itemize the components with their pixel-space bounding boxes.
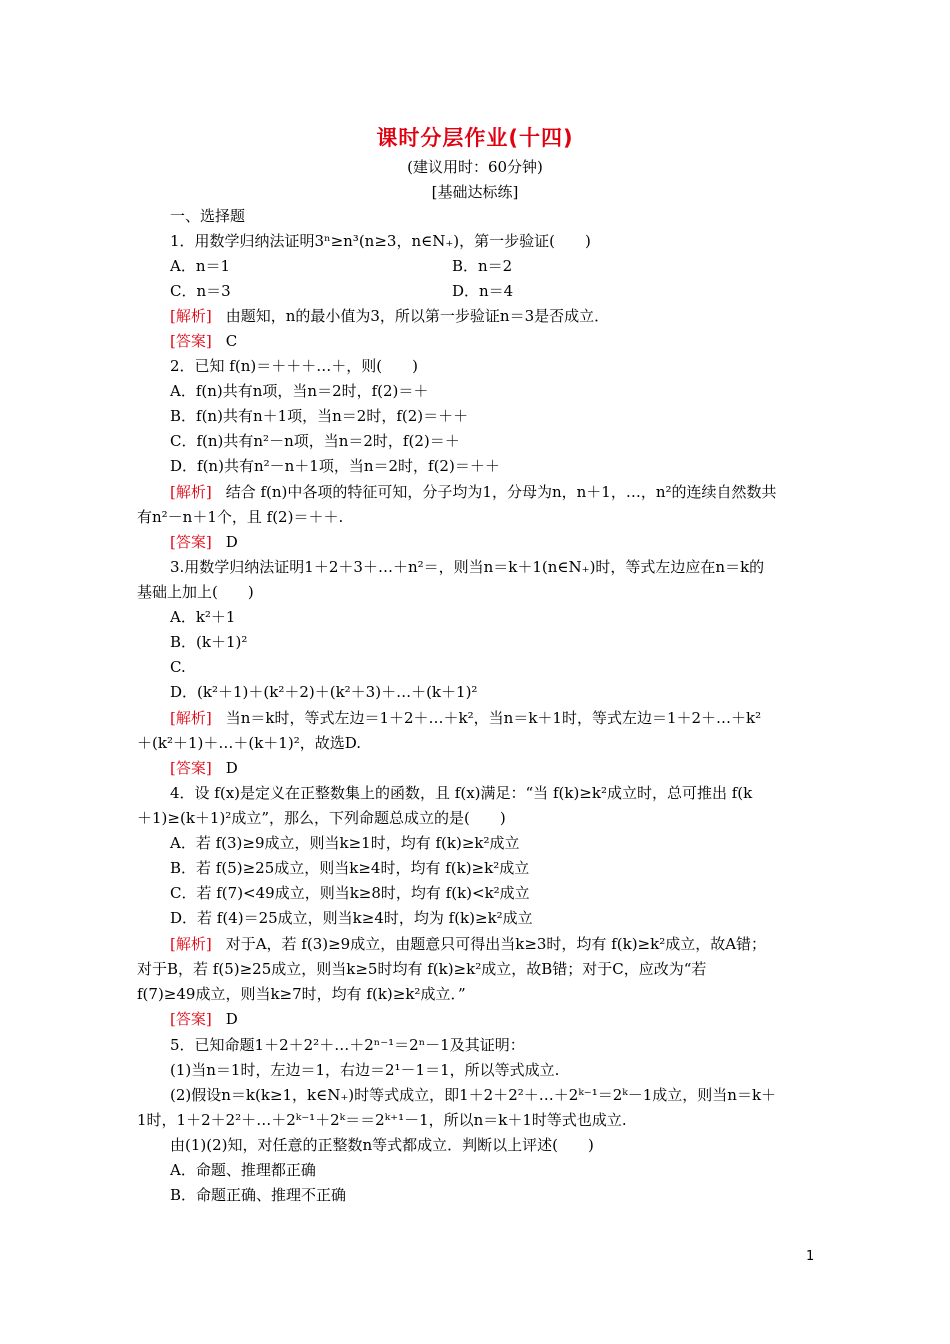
text-line	[170, 882, 530, 904]
line-text: 由(1)(2)知，对任意的正整数n等式都成立．判断以上评述( )	[170, 1136, 594, 1154]
text-line	[170, 1134, 594, 1156]
text-line	[137, 983, 466, 1005]
text-line	[170, 656, 186, 678]
line-text: 3.用数学归纳法证明1＋2＋3＋…＋n²＝，则当n＝k＋1(n∈N₊)时，等式左边应在n＝k的	[170, 558, 765, 576]
line-text: C.	[170, 658, 186, 676]
text-line	[170, 1008, 238, 1030]
answer-tag: [解析]	[170, 935, 212, 953]
text-line	[137, 506, 343, 528]
text-line	[170, 455, 500, 477]
line-text: 对于A，若 f(3)≥9成立，由题意只可得出当k≥3时，均有 f(k)≥k²成立，故A错；	[225, 935, 767, 953]
line-text: (2)假设n＝k(k≥1，k∈N₊)时等式成立，即1＋2＋2²＋…＋2ᵏ⁻¹＝2ᵏ－1成立，则当n＝k＋	[170, 1086, 777, 1104]
line-text: 基础上加上( )	[137, 583, 254, 601]
line-text: 对于B，若 f(5)≥25成立，则当k≥5时均有 f(k)≥k²成立，故B错；对于C，应改为“若	[137, 960, 707, 978]
line-text: A．若 f(3)≥9成立，则当k≥1时，均有 f(k)≥k²成立	[170, 834, 520, 852]
line-text: A．f(n)共有n项，当n＝2时，f(2)＝＋	[170, 382, 429, 400]
text-line	[170, 1184, 346, 1206]
line-text: D．若 f(4)＝25成立，则当k≥4时，均为 f(k)≥k²成立	[170, 909, 533, 927]
text-line	[170, 1159, 316, 1181]
text-line	[170, 707, 761, 729]
line-text: D	[225, 759, 238, 777]
line-text: A．k²＋1	[170, 608, 236, 626]
text-line	[170, 832, 520, 854]
line-text: 当n＝k时，等式左边＝1＋2＋…＋k²，当n＝k＋1时，等式左边＝1＋2＋…＋k²	[225, 709, 762, 727]
line-text: 一、选择题	[170, 207, 246, 225]
page-number: 1	[806, 1249, 815, 1264]
text-line	[170, 280, 231, 302]
line-text: D．(k²＋1)＋(k²＋2)＋(k²＋3)＋…＋(k＋1)²	[170, 683, 478, 701]
line-text: ＋(k²＋1)＋…＋(k＋1)²，故选D.	[137, 734, 361, 752]
text-line	[170, 556, 764, 578]
line-text: 4．设 f(x)是定义在正整数集上的函数，且 f(x)满足：“当 f(k)≥k²成立时，总可推出 f(k	[170, 784, 753, 802]
line-text: C．f(n)共有n²－n项，当n＝2时，f(2)＝＋	[170, 432, 460, 450]
page-title: 课时分层作业(十四)	[376, 126, 574, 150]
text-line	[170, 933, 766, 955]
line-text: D	[225, 1010, 238, 1028]
text-line	[170, 255, 230, 277]
line-text: 有n²－n＋1个，且 f(2)＝＋＋.	[137, 508, 344, 526]
text-line	[137, 807, 506, 829]
text-line	[137, 1109, 627, 1131]
suggested-time: (建议用时：60分钟)	[407, 158, 543, 176]
text-line	[137, 732, 361, 754]
answer-tag: [答案]	[170, 1010, 212, 1028]
text-line	[170, 857, 529, 879]
text-line	[170, 355, 418, 377]
line-text: C	[225, 332, 238, 350]
line-text: C．n＝3	[170, 282, 231, 300]
text-line	[170, 430, 460, 452]
line-text: B．f(n)共有n＋1项，当n＝2时，f(2)＝＋＋	[170, 407, 469, 425]
text-line	[170, 230, 591, 252]
line-text: ＋1)≥(k＋1)²成立”，那么，下列命题总成立的是( )	[137, 809, 506, 827]
answer-tag: [答案]	[170, 533, 212, 551]
text-line	[170, 782, 752, 804]
line-text: D	[225, 533, 238, 551]
text-line	[170, 380, 428, 402]
text-line	[170, 405, 468, 427]
answer-tag: [答案]	[170, 332, 212, 350]
line-text: 1时，1＋2＋2²＋…＋2ᵏ⁻¹＋2ᵏ＝＝2ᵏ⁺¹－1，所以n＝k＋1时等式也成立.	[137, 1111, 627, 1129]
text-line	[170, 606, 235, 628]
text-line	[170, 205, 245, 227]
option-right: B．n＝2	[452, 257, 513, 275]
text-line	[170, 305, 609, 327]
answer-tag: [解析]	[170, 709, 212, 727]
text-line	[170, 1034, 525, 1056]
line-text: 结合 f(n)中各项的特征可知，分子均为1，分母为n，n＋1，…，n²的连续自然数共	[225, 483, 777, 501]
option-right: D．n＝4	[452, 282, 514, 300]
line-text: D．f(n)共有n²－n＋1项，当n＝2时，f(2)＝＋＋	[170, 457, 500, 475]
text-line	[170, 531, 238, 553]
text-line	[170, 481, 777, 503]
section-category: [基础达标练]	[431, 183, 519, 201]
line-text: A．命题、推理都正确	[170, 1161, 316, 1179]
line-text: A．n＝1	[170, 257, 231, 275]
text-line	[170, 1059, 559, 1081]
line-text: 2．已知 f(n)＝＋＋＋…＋，则( )	[170, 357, 418, 375]
text-line	[170, 757, 238, 779]
line-text: B．(k＋1)²	[170, 633, 248, 651]
line-text: 由题知，n的最小值为3，所以第一步验证n＝3是否成立．	[225, 307, 610, 325]
text-line	[170, 631, 247, 653]
line-text: f(7)≥49成立，则当k≥7时，均有 f(k)≥k²成立．”	[137, 985, 466, 1003]
text-line	[170, 330, 237, 352]
line-text: (1)当n＝1时，左边＝1，右边＝2¹－1＝1，所以等式成立.	[170, 1061, 560, 1079]
text-line	[170, 1084, 776, 1106]
text-line	[137, 581, 254, 603]
text-line	[137, 958, 706, 980]
text-line	[170, 907, 533, 929]
answer-tag: [答案]	[170, 759, 212, 777]
line-text: 1．用数学归纳法证明3ⁿ≥n³(n≥3，n∈N₊)，第一步验证( )	[170, 232, 591, 250]
answer-tag: [解析]	[170, 483, 212, 501]
text-line	[170, 681, 477, 703]
line-text: B．若 f(5)≥25成立，则当k≥4时，均有 f(k)≥k²成立	[170, 859, 530, 877]
line-text: 5．已知命题1＋2＋2²＋…＋2ⁿ⁻¹＝2ⁿ－1及其证明：	[170, 1036, 525, 1054]
line-text: B．命题正确、推理不正确	[170, 1186, 347, 1204]
line-text: C．若 f(7)<49成立，则当k≥8时，均有 f(k)<k²成立	[170, 884, 530, 902]
answer-tag: [解析]	[170, 307, 212, 325]
